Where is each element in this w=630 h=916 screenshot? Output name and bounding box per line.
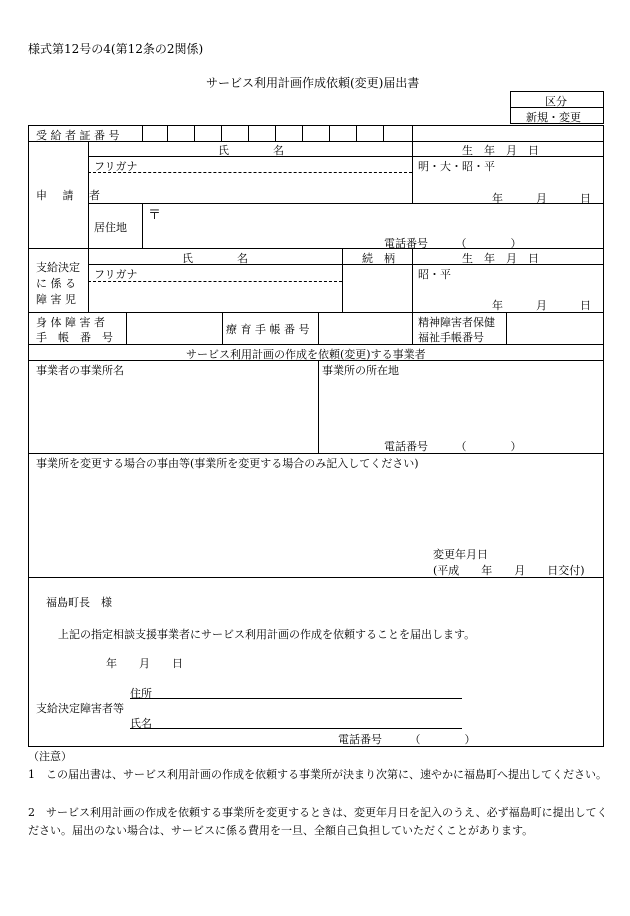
person-name-header: 氏 名: [182, 252, 248, 265]
physical-handbook-label-2: 手 帳 番 号: [36, 331, 113, 344]
address-label: 居住地: [94, 221, 127, 234]
submitter-phone[interactable]: 電話番号 （ ）: [338, 733, 476, 746]
notes-header: （注意）: [28, 750, 72, 763]
office-name-field[interactable]: [32, 378, 314, 450]
relation-header: 続 柄: [362, 252, 395, 265]
office-name-label: 事業者の事業所名: [36, 364, 124, 377]
addressee: 福島町長 様: [46, 596, 112, 609]
person-section-label-2: に 係 る: [36, 277, 76, 290]
kubun-value[interactable]: 新規・変更: [526, 111, 581, 124]
office-location-field[interactable]: [322, 378, 600, 434]
address-field[interactable]: [164, 206, 600, 232]
postal-mark-icon: 〒: [148, 208, 162, 223]
office-phone[interactable]: 電話番号 （ ）: [384, 440, 522, 453]
change-date-value[interactable]: (平成 年 月 日交付): [433, 564, 585, 577]
applicant-furigana-label: フリガナ: [94, 160, 138, 173]
change-date-label: 変更年月日: [433, 548, 488, 561]
submission-statement: 上記の指定相談支援事業者にサービス利用計画の作成を依頼することを届出します。: [58, 628, 476, 641]
office-location-label: 事業所の所在地: [322, 364, 399, 377]
person-name-field[interactable]: [92, 284, 338, 310]
person-section-label-1: 支給決定: [36, 261, 80, 274]
applicant-name-header: 氏 名: [218, 144, 284, 157]
person-birth-header: 生 年 月 日: [462, 252, 539, 265]
physical-handbook-field[interactable]: [128, 314, 220, 342]
submitter-name-label: 氏名: [130, 717, 152, 730]
mental-handbook-label-2: 福祉手帳番号: [418, 331, 484, 344]
applicant-phone[interactable]: 電話番号 （ ）: [384, 237, 522, 250]
applicant-birth-ymd: 年 月 日: [492, 192, 591, 205]
relation-field[interactable]: [346, 267, 408, 309]
applicant-era[interactable]: 明・大・昭・平: [418, 160, 495, 173]
kubun-label: 区分: [545, 95, 567, 108]
form-title: サービス利用計画作成依頼(変更)届出書: [206, 76, 420, 90]
submitter-address-line[interactable]: [130, 698, 462, 699]
ryoiku-field[interactable]: [320, 314, 410, 342]
person-era[interactable]: 昭・平: [418, 268, 451, 281]
ryoiku-label: 療 育 手 帳 番 号: [226, 323, 310, 336]
submission-date[interactable]: 年 月 日: [106, 657, 183, 670]
person-section-label-3: 障 害 児: [36, 293, 76, 306]
submitter-label: 支給決定障害者等: [36, 702, 124, 715]
note-item: 1 この届出書は、サービス利用計画の作成を依頼する事業所が決まり次第に、速やかに福島町へ提出してください。: [28, 768, 607, 781]
provider-header: サービス利用計画の作成を依頼(変更)する事業者: [186, 348, 426, 361]
physical-handbook-label-1: 身 体 障 害 者: [36, 316, 105, 329]
applicant-section-label: 申 請 者: [36, 189, 106, 202]
form-id: 様式第12号の4(第12条の2関係): [28, 42, 204, 56]
applicant-birth-header: 生 年 月 日: [462, 144, 539, 157]
person-birth-ymd: 年 月 日: [492, 299, 591, 312]
change-reason-label: 事業所を変更する場合の事由等(事業所を変更する場合のみ記入してください): [36, 457, 419, 470]
note-item: 2 サービス利用計画の作成を依頼する事業所を変更するときは、変更年月日を記入のうえ、必ず福島町に提出してください。届出のない場合は、サービスに係る費用を一旦、全額自己負担していただくことがあります。: [28, 806, 608, 837]
person-furigana-label: フリガナ: [94, 268, 138, 281]
mental-handbook-field[interactable]: [508, 314, 602, 342]
submitter-name-line[interactable]: [130, 728, 462, 729]
submitter-address-label: 住所: [130, 687, 152, 700]
mental-handbook-label-1: 精神障害者保健: [418, 316, 495, 329]
applicant-name-field[interactable]: [92, 175, 408, 201]
change-reason-field[interactable]: [32, 472, 600, 542]
recipient-number-label: 受 給 者 証 番 号: [36, 129, 120, 142]
